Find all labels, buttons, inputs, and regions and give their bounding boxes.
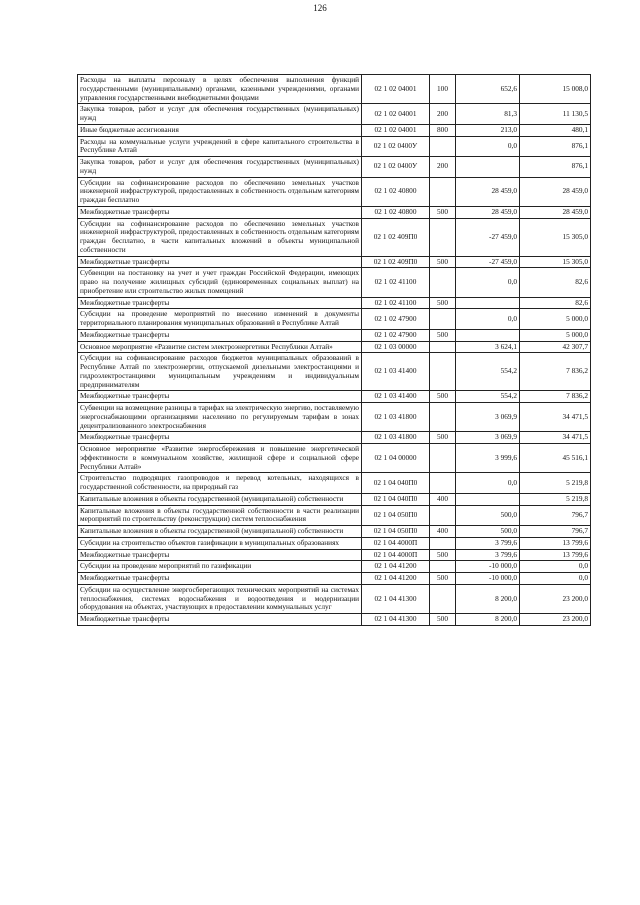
- row-type: 500: [430, 549, 456, 561]
- row-change: [456, 329, 520, 341]
- row-change: [456, 157, 520, 178]
- row-type: 400: [430, 526, 456, 538]
- table-row: [78, 526, 591, 538]
- row-name: Основное мероприятие «Развитие энергосбережения и повышение энергетической эффективности в коммунальном хозяйстве, жилищной сфере и социальной сфере Республики Алтай»: [78, 444, 362, 473]
- row-type: [430, 218, 456, 256]
- row-code: 02 1 04 4000П: [362, 549, 430, 561]
- table-row: [78, 391, 591, 403]
- row-code: 02 1 04 41300: [362, 584, 430, 613]
- table-row: [78, 403, 591, 432]
- row-type: 400: [430, 493, 456, 505]
- row-code: 02 1 03 41400: [362, 391, 430, 403]
- row-type: [430, 309, 456, 330]
- row-total: 480,1: [520, 124, 591, 136]
- table-row: [78, 218, 591, 256]
- row-type: [430, 561, 456, 573]
- row-name: Капитальные вложения в объекты государственной (муниципальной) собственности: [78, 493, 362, 505]
- row-change: 0,0: [456, 473, 520, 494]
- row-name: Межбюджетные трансферты: [78, 391, 362, 403]
- row-change: 8 200,0: [456, 584, 520, 613]
- row-total: 15 305,0: [520, 256, 591, 268]
- row-name: Основное мероприятие «Развитие систем электроэнергетики Республики Алтай»: [78, 341, 362, 353]
- row-name: Закупка товаров, работ и услуг для обеспечения государственных (муниципальных) нужд: [78, 157, 362, 178]
- table-row: [78, 537, 591, 549]
- row-change: -10 000,0: [456, 573, 520, 585]
- row-type: [430, 537, 456, 549]
- row-total: 28 459,0: [520, 206, 591, 218]
- row-code: 02 1 04 41300: [362, 614, 430, 626]
- table-row: [78, 493, 591, 505]
- page-number: 126: [313, 3, 327, 13]
- table-row: [78, 573, 591, 585]
- row-total: 34 471,5: [520, 403, 591, 432]
- row-name: Субвенции на постановку на учет и учет граждан Российской Федерации, имеющих право на получение жилищных субсидий (единовременных социальных выплат) на приобретение или строительство жилых помещений: [78, 268, 362, 297]
- row-code: 02 1 02 409П0: [362, 218, 430, 256]
- row-name: Субсидии на проведение мероприятий по внесению изменений в документы территориального планирования муниципальных образований в Республике Алтай: [78, 309, 362, 330]
- row-type: [430, 403, 456, 432]
- row-name: Капитальные вложения в объекты государственной (муниципальной) собственности: [78, 526, 362, 538]
- table-row: [78, 256, 591, 268]
- row-total: 7 836,2: [520, 353, 591, 391]
- row-type: 500: [430, 297, 456, 309]
- row-total: 13 799,6: [520, 549, 591, 561]
- row-name: Закупка товаров, работ и услуг для обеспечения государственных (муниципальных) нужд: [78, 104, 362, 125]
- row-name: Межбюджетные трансферты: [78, 432, 362, 444]
- row-change: 3 624,1: [456, 341, 520, 353]
- table-row: [78, 561, 591, 573]
- row-name: Межбюджетные трансферты: [78, 329, 362, 341]
- row-type: [430, 584, 456, 613]
- row-total: 15 305,0: [520, 218, 591, 256]
- row-type: 500: [430, 614, 456, 626]
- row-name: Межбюджетные трансферты: [78, 206, 362, 218]
- row-total: 796,7: [520, 526, 591, 538]
- row-code: 02 1 03 41800: [362, 432, 430, 444]
- table-row: [78, 309, 591, 330]
- row-code: 02 1 02 41100: [362, 297, 430, 309]
- row-type: 500: [430, 391, 456, 403]
- row-type: [430, 473, 456, 494]
- row-code: 02 1 03 00000: [362, 341, 430, 353]
- row-name: Иные бюджетные ассигнования: [78, 124, 362, 136]
- row-total: 23 200,0: [520, 614, 591, 626]
- row-total: 15 008,0: [520, 75, 591, 104]
- table-row: [78, 473, 591, 494]
- row-code: 02 1 02 40800: [362, 206, 430, 218]
- row-name: Субсидии на софинансирование расходов по обеспечению земельных участков инженерной инфраструктурой, предоставленных в собственность отдельным категориям граждан бесплатно, в части капитальных вложений в объекты муниципальной собственности: [78, 218, 362, 256]
- table-row: [78, 177, 591, 206]
- row-change: 500,0: [456, 505, 520, 526]
- row-code: 02 1 04 00000: [362, 444, 430, 473]
- row-total: 7 836,2: [520, 391, 591, 403]
- table-row: [78, 124, 591, 136]
- table-row: [78, 505, 591, 526]
- row-name: Расходы на выплаты персоналу в целях обеспечения выполнения функций государственными (муниципальными) органами, казенными учреждениями, органами управления государственными внебюджетными фондами: [78, 75, 362, 104]
- table-row: [78, 157, 591, 178]
- row-total: 876,1: [520, 136, 591, 157]
- budget-table: [77, 74, 591, 626]
- row-code: 02 1 02 04001: [362, 104, 430, 125]
- row-code: 02 1 03 41800: [362, 403, 430, 432]
- row-name: Межбюджетные трансферты: [78, 549, 362, 561]
- row-total: 34 471,5: [520, 432, 591, 444]
- row-change: -27 459,0: [456, 218, 520, 256]
- row-change: 3 069,9: [456, 432, 520, 444]
- row-code: 02 1 02 41100: [362, 268, 430, 297]
- row-type: 200: [430, 104, 456, 125]
- row-change: 554,2: [456, 391, 520, 403]
- row-code: 02 1 02 409П0: [362, 256, 430, 268]
- row-type: [430, 136, 456, 157]
- row-type: 500: [430, 573, 456, 585]
- row-total: 11 130,5: [520, 104, 591, 125]
- row-type: [430, 177, 456, 206]
- row-name: Межбюджетные трансферты: [78, 614, 362, 626]
- row-total: 13 799,6: [520, 537, 591, 549]
- row-name: Субсидии на строительство объектов газификации в муниципальных образованиях: [78, 537, 362, 549]
- row-type: 500: [430, 329, 456, 341]
- table-row: [78, 353, 591, 391]
- row-type: 500: [430, 256, 456, 268]
- row-change: 3 799,6: [456, 549, 520, 561]
- row-total: 5 219,8: [520, 473, 591, 494]
- row-change: -10 000,0: [456, 561, 520, 573]
- row-code: 02 1 04 41200: [362, 573, 430, 585]
- row-change: 8 200,0: [456, 614, 520, 626]
- row-code: 02 1 03 41400: [362, 353, 430, 391]
- table-row: [78, 75, 591, 104]
- row-change: [456, 297, 520, 309]
- row-change: 500,0: [456, 526, 520, 538]
- row-name: Субсидии на софинансирование расходов бюджетов муниципальных образований в Республике Алтай по электроэнергии, отпускаемой дизельными электростанциями и гидроэлектростанциями муниципальным учреждениям и индивидуальным предпринимателям: [78, 353, 362, 391]
- row-code: 02 1 02 04001: [362, 124, 430, 136]
- row-name: Субсидии на проведение мероприятий по газификации: [78, 561, 362, 573]
- row-type: 500: [430, 206, 456, 218]
- row-code: 02 1 04 050П0: [362, 505, 430, 526]
- table-row: [78, 268, 591, 297]
- table-row: [78, 341, 591, 353]
- row-change: 81,3: [456, 104, 520, 125]
- row-code: 02 1 02 04001: [362, 75, 430, 104]
- row-type: [430, 341, 456, 353]
- row-change: 0,0: [456, 309, 520, 330]
- table-row: [78, 104, 591, 125]
- row-code: 02 1 04 040П0: [362, 473, 430, 494]
- row-change: 554,2: [456, 353, 520, 391]
- row-change: 3 999,6: [456, 444, 520, 473]
- table-row: [78, 584, 591, 613]
- row-name: Межбюджетные трансферты: [78, 297, 362, 309]
- row-code: 02 1 02 0400У: [362, 157, 430, 178]
- row-code: 02 1 02 47900: [362, 329, 430, 341]
- row-type: [430, 505, 456, 526]
- row-type: 800: [430, 124, 456, 136]
- table-row: [78, 614, 591, 626]
- row-total: 45 516,1: [520, 444, 591, 473]
- row-total: 796,7: [520, 505, 591, 526]
- table-row: [78, 444, 591, 473]
- row-type: [430, 268, 456, 297]
- row-name: Капитальные вложения в объекты государственной собственности в части реализации мероприятий по строительству (реконструкции) систем теплоснабжения: [78, 505, 362, 526]
- row-change: 3 069,9: [456, 403, 520, 432]
- row-total: 82,6: [520, 268, 591, 297]
- row-type: [430, 444, 456, 473]
- row-total: 28 459,0: [520, 177, 591, 206]
- row-change: [456, 493, 520, 505]
- row-change: 28 459,0: [456, 206, 520, 218]
- row-code: 02 1 04 4000П: [362, 537, 430, 549]
- table-row: [78, 206, 591, 218]
- row-total: 5 219,8: [520, 493, 591, 505]
- table-row: [78, 432, 591, 444]
- row-name: Межбюджетные трансферты: [78, 256, 362, 268]
- row-total: 5 000,0: [520, 309, 591, 330]
- row-code: 02 1 04 050П0: [362, 526, 430, 538]
- row-total: 82,6: [520, 297, 591, 309]
- row-name: Субсидии на осуществление энергосберегающих технических мероприятий на системах теплоснабжения, системах водоснабжения и водоотведения и модернизации оборудования на объектах, участвующих в предоставлении коммунальных услуг: [78, 584, 362, 613]
- row-change: 3 799,6: [456, 537, 520, 549]
- row-type: [430, 353, 456, 391]
- row-code: 02 1 04 41200: [362, 561, 430, 573]
- row-type: 200: [430, 157, 456, 178]
- row-code: 02 1 02 0400У: [362, 136, 430, 157]
- row-total: 5 000,0: [520, 329, 591, 341]
- row-code: 02 1 04 040П0: [362, 493, 430, 505]
- table-row: [78, 549, 591, 561]
- row-name: Строительство подводящих газопроводов и перевод котельных, находящихся в государственной собственности, на природный газ: [78, 473, 362, 494]
- row-name: Субсидии на софинансирование расходов по обеспечению земельных участков инженерной инфраструктурой, предоставленных в собственность отдельным категориям граждан бесплатно: [78, 177, 362, 206]
- row-name: Межбюджетные трансферты: [78, 573, 362, 585]
- table-row: [78, 297, 591, 309]
- row-change: 0,0: [456, 268, 520, 297]
- row-name: Субвенции на возмещение разницы в тарифах на электрическую энергию, поставляемую энергоснабжающими организациями населению по регулируемым тарифам в зонах децентрализованного электроснабжения: [78, 403, 362, 432]
- table-row: [78, 329, 591, 341]
- row-total: 876,1: [520, 157, 591, 178]
- table-row: [78, 136, 591, 157]
- row-change: 28 459,0: [456, 177, 520, 206]
- row-total: 42 307,7: [520, 341, 591, 353]
- row-change: -27 459,0: [456, 256, 520, 268]
- row-type: 500: [430, 432, 456, 444]
- row-code: 02 1 02 47900: [362, 309, 430, 330]
- row-change: 652,6: [456, 75, 520, 104]
- row-total: 23 200,0: [520, 584, 591, 613]
- row-type: 100: [430, 75, 456, 104]
- row-name: Расходы на коммунальные услуги учреждений в сфере капитального строительства в Республике Алтай: [78, 136, 362, 157]
- row-code: 02 1 02 40800: [362, 177, 430, 206]
- row-change: 0,0: [456, 136, 520, 157]
- row-total: 0,0: [520, 561, 591, 573]
- row-change: 213,0: [456, 124, 520, 136]
- row-total: 0,0: [520, 573, 591, 585]
